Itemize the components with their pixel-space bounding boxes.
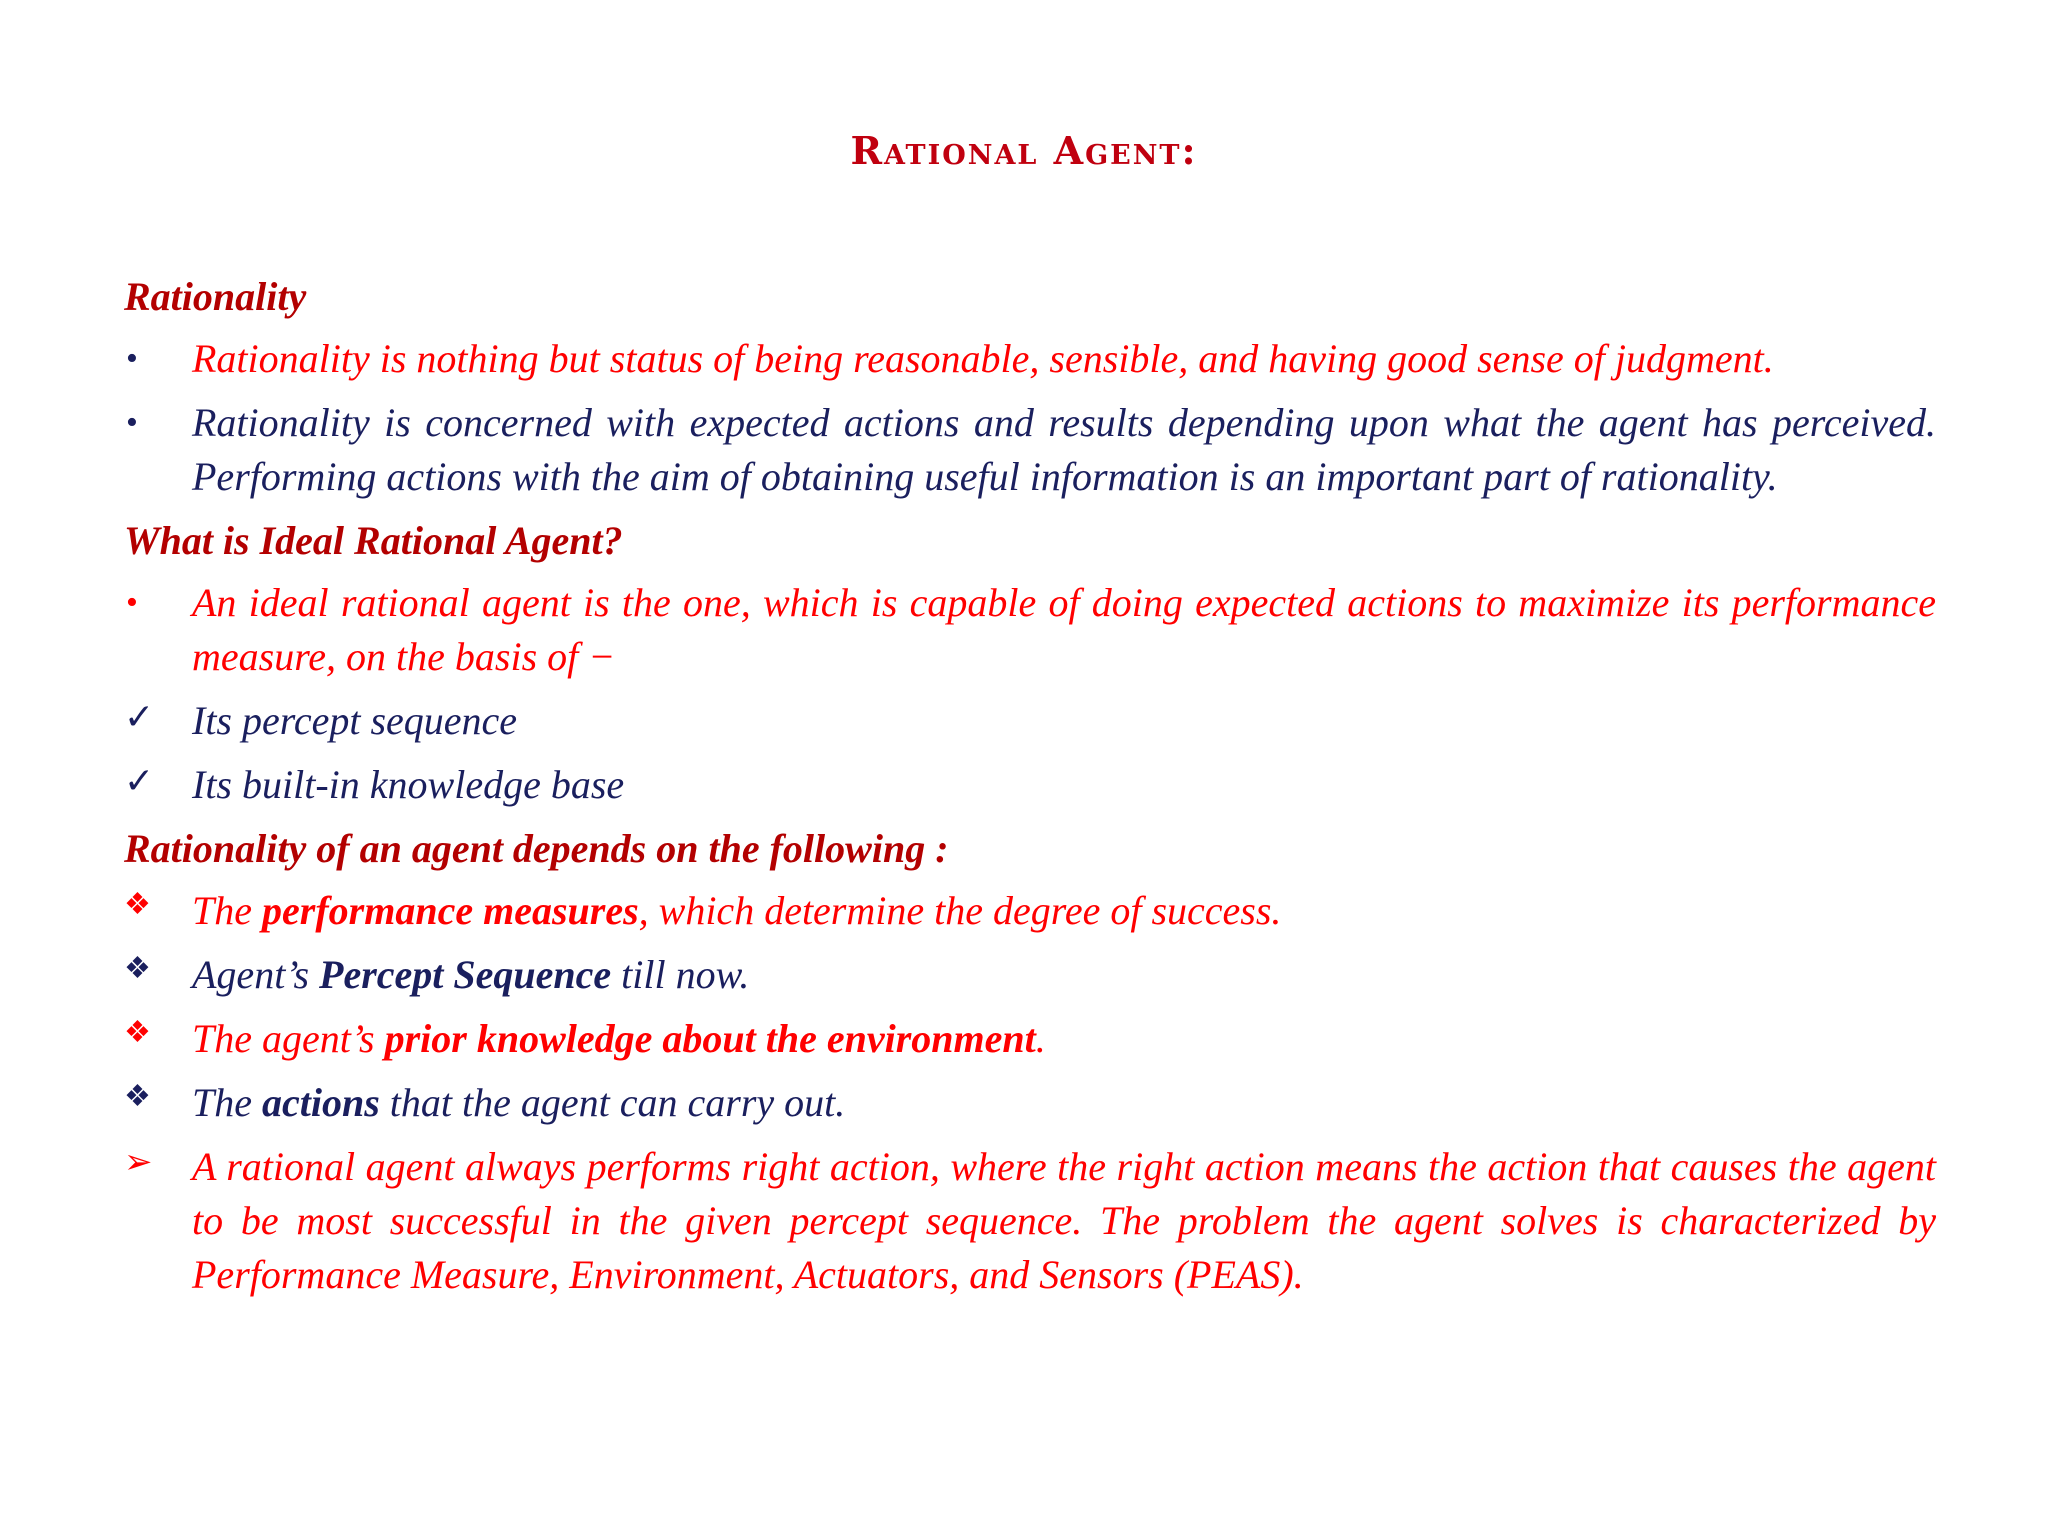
heading-ideal-rational-agent: What is Ideal Rational Agent? [124,518,623,563]
bullet-dot-icon: • [126,584,138,621]
bullet-dot-icon: • [126,340,138,377]
list-item [124,1012,1936,1066]
item-text-post: that the agent can carry out. [379,1080,846,1125]
item-text: An ideal rational agent is the one, which is capable of doing expected actions to maximize its performance measure, on the basis of − [192,580,1936,679]
list-item [124,1076,1936,1130]
four-diamond-icon: ❖ [124,1016,151,1049]
slide-title: Rational Agent: [850,128,1198,173]
list-item [124,758,1936,812]
item-text-bold: prior knowledge about the environment [384,1016,1036,1061]
item-text: Its built-in knowledge base [192,762,625,807]
list-item [124,948,1936,1002]
bullet-dot-icon: • [126,404,138,441]
list-item [124,1140,1936,1302]
item-text: A rational agent always performs right action, where the right action means the action that causes the agent to be most successful in the given percept sequence. The problem the agent solves is characterized by Performance Measure, Environment, Actuators, and Sensors (PEAS). [192,1144,1936,1297]
list-item [124,576,1936,684]
item-text-pre: The [192,888,262,933]
item-text-bold: actions [262,1080,380,1125]
heading-rationality: Rationality [124,274,307,319]
four-diamond-icon: ❖ [124,1080,151,1113]
item-text-post: , which determine the degree of success. [638,888,1282,933]
checkmark-icon: ✓ [124,761,155,801]
item-text-pre: The [192,1080,262,1125]
list-item [124,332,1936,386]
item-text-post: till now. [611,952,750,997]
slide-content [124,270,1936,1312]
four-diamond-icon: ❖ [124,952,151,985]
checkmark-icon: ✓ [124,697,155,737]
item-text-post: . [1035,1016,1046,1061]
item-text: Its percept sequence [192,698,518,743]
list-item [124,884,1936,938]
arrowhead-icon: ➢ [124,1144,153,1181]
heading-rationality-depends: Rationality of an agent depends on the following : [124,826,949,871]
item-text: Rationality is concerned with expected actions and results depending upon what the agent has perceived. Performing actions with the aim of obtaining useful information is an important part of rationality. [192,400,1936,499]
item-text-bold: performance measures [262,888,639,933]
item-text-pre: Agent’s [192,952,320,997]
item-text: Rationality is nothing but status of being reasonable, sensible, and having good sense of judgment. [192,336,1774,381]
list-item [124,694,1936,748]
four-diamond-icon: ❖ [124,888,151,921]
list-item [124,396,1936,504]
item-text-pre: The agent’s [192,1016,385,1061]
item-text-bold: Percept Sequence [319,952,612,997]
